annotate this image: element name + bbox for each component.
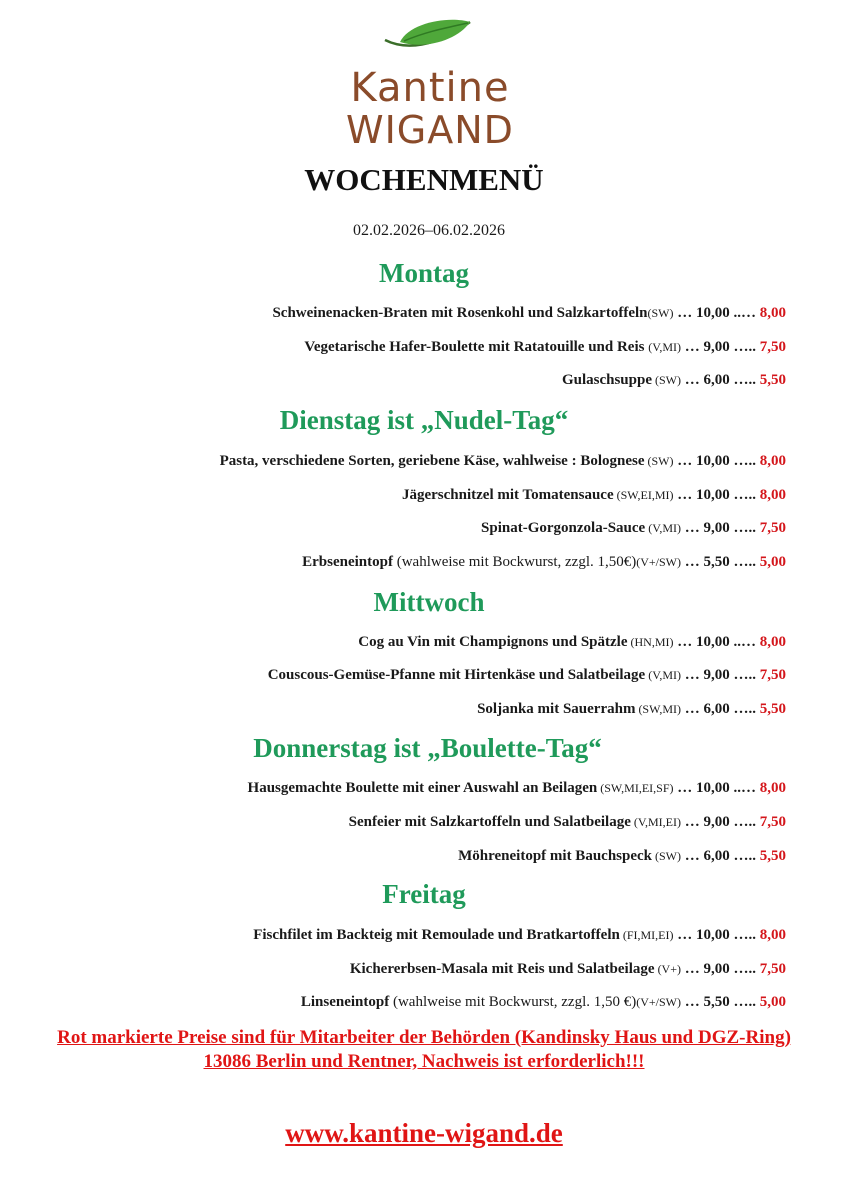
price-reduced: 7,50: [759, 814, 786, 830]
dish-name: Möhreneitopf mit Bauchspeck: [458, 848, 652, 864]
day-heading-donnerstag: Donnerstag ist „Boulette-Tag“: [253, 733, 602, 763]
price-reduced: 5,50: [759, 701, 786, 717]
price-regular: … 10,00 …..: [673, 927, 760, 943]
price-reduced: 7,50: [759, 667, 786, 683]
menu-item: [220, 451, 786, 471]
price-regular: … 10,00 ..…: [673, 780, 760, 796]
menu-item: [458, 846, 786, 866]
price-regular: … 6,00 …..: [681, 701, 760, 717]
allergen-codes: (V,MI): [645, 668, 681, 682]
day-heading-dienstag: Dienstag ist „Nudel-Tag“: [279, 405, 569, 435]
notice-line-1: Rot markierte Preise sind für Mitarbeiter der Behörden (Kandinsky Haus und DGZ-Ring): [57, 1027, 791, 1048]
notice-line-2: 13086 Berlin und Rentner, Nachweis ist erforderlich!!!: [203, 1051, 645, 1072]
allergen-codes: (V+/SW): [636, 995, 681, 1009]
day-heading-mittwoch: Mittwoch: [373, 587, 485, 617]
price-regular: … 9,00 …..: [681, 814, 760, 830]
dish-name: Gulaschsuppe: [561, 372, 652, 388]
menu-item: [304, 337, 786, 357]
dish-name: Jägerschnitzel mit Tomatensauce: [401, 487, 614, 503]
price-reduced: 5,00: [759, 554, 786, 570]
menu-item: [358, 632, 786, 652]
menu-item: [350, 959, 786, 979]
dish-note: (wahlweise mit Bockwurst, zzgl. 1,50€): [392, 554, 637, 570]
menu-item: [477, 699, 786, 719]
menu-item: [349, 812, 786, 832]
price-regular: … 9,00 …..: [681, 339, 760, 355]
price-reduced: 7,50: [759, 339, 786, 355]
menu-item: [481, 518, 786, 538]
logo-wigand-text: WIGAND: [346, 108, 514, 152]
price-reduced: 8,00: [759, 927, 786, 943]
menu-item: [253, 925, 786, 945]
dish-name: Spinat-Gorgonzola-Sauce: [481, 520, 646, 536]
menu-item: [301, 992, 786, 1012]
allergen-codes: (SW,MI,EI,SF): [597, 781, 674, 795]
menu-item: [302, 552, 786, 572]
allergen-codes: (SW,MI): [635, 702, 681, 716]
price-reduced: 8,00: [759, 487, 786, 503]
dish-name: Kichererbsen-Masala mit Reis und Salatbeilage: [349, 961, 655, 977]
website-link[interactable]: www.kantine-wigand.de: [285, 1118, 563, 1148]
allergen-codes: (HN,MI): [627, 635, 674, 649]
menu-item: [562, 370, 786, 390]
dish-name: Soljanka mit Sauerrahm: [477, 701, 636, 717]
dish-name: Senfeier mit Salzkartoffeln und Salatbeilage: [348, 814, 631, 830]
price-regular: … 6,00 …..: [681, 848, 760, 864]
dish-name: Couscous-Gemüse-Pfanne mit Hirtenkäse und Salatbeilage: [267, 667, 646, 683]
allergen-codes: (V,MI,EI): [630, 815, 681, 829]
price-reduced: 8,00: [759, 634, 786, 650]
price-regular: … 10,00 ..…: [673, 634, 760, 650]
allergen-codes: (SW): [652, 373, 681, 387]
price-reduced: 7,50: [759, 520, 786, 536]
dish-name: Cog au Vin mit Champignons und Spätzle: [358, 634, 628, 650]
dish-name: Fischfilet im Backteig mit Remoulade und Bratkartoffeln: [253, 927, 620, 943]
price-regular: … 10,00 …..: [673, 487, 760, 503]
allergen-codes: (V,MI): [645, 521, 681, 535]
menu-item: [402, 485, 786, 505]
dish-name: Schweinenacken-Braten mit Rosenkohl und Salzkartoffeln: [272, 305, 648, 321]
price-regular: … 5,50 …..: [681, 554, 760, 570]
kantine-wigand-logo: [330, 18, 530, 152]
allergen-codes: (SW): [647, 306, 674, 320]
dish-name: Vegetarische Hafer-Boulette mit Ratatouille und Reis: [304, 339, 649, 355]
dish-note: (wahlweise mit Bockwurst, zzgl. 1,50 €): [389, 994, 637, 1010]
price-reduced: 8,00: [759, 305, 786, 321]
day-heading-freitag: Freitag: [382, 879, 466, 909]
price-regular: … 9,00 …..: [681, 961, 760, 977]
page-title: WOCHENMENÜ: [304, 162, 544, 197]
allergen-codes: (SW): [644, 454, 674, 468]
allergen-codes: (V+/SW): [636, 555, 681, 569]
logo-kantine-text: Kantine: [350, 65, 510, 111]
allergen-codes: (SW,EI,MI): [613, 488, 674, 502]
menu-item: [268, 665, 786, 685]
leaf-icon: [380, 18, 480, 68]
price-regular: … 6,00 …..: [681, 372, 760, 388]
dish-name: Hausgemachte Boulette mit einer Auswahl an Beilagen: [247, 780, 598, 796]
price-regular: … 10,00 ..…: [673, 305, 760, 321]
price-reduced: 8,00: [759, 780, 786, 796]
price-reduced: 5,50: [759, 848, 786, 864]
allergen-codes: (FI,MI,EI): [619, 928, 674, 942]
allergen-codes: (V+): [654, 962, 681, 976]
dish-name: Erbseneintopf: [302, 554, 393, 570]
price-reduced: 7,50: [759, 961, 786, 977]
discount-notice: [0, 1026, 848, 1074]
allergen-codes: (V,MI): [648, 340, 681, 354]
price-reduced: 5,00: [759, 994, 786, 1010]
dish-name: Pasta, verschiedene Sorten, geriebene Käse, wahlweise : Bolognese: [219, 453, 645, 469]
allergen-codes: (SW): [652, 849, 681, 863]
price-regular: … 5,50 …..: [681, 994, 760, 1010]
day-heading-montag: Montag: [379, 258, 469, 288]
dish-name: Linseneintopf: [300, 994, 390, 1010]
price-regular: … 9,00 …..: [681, 667, 760, 683]
menu-item: [272, 303, 786, 323]
price-regular: … 10,00 …..: [673, 453, 760, 469]
price-reduced: 8,00: [759, 453, 786, 469]
price-regular: … 9,00 …..: [681, 520, 760, 536]
menu-item: [248, 778, 786, 798]
price-reduced: 5,50: [759, 372, 786, 388]
date-range: 02.02.2026–06.02.2026: [353, 222, 505, 239]
